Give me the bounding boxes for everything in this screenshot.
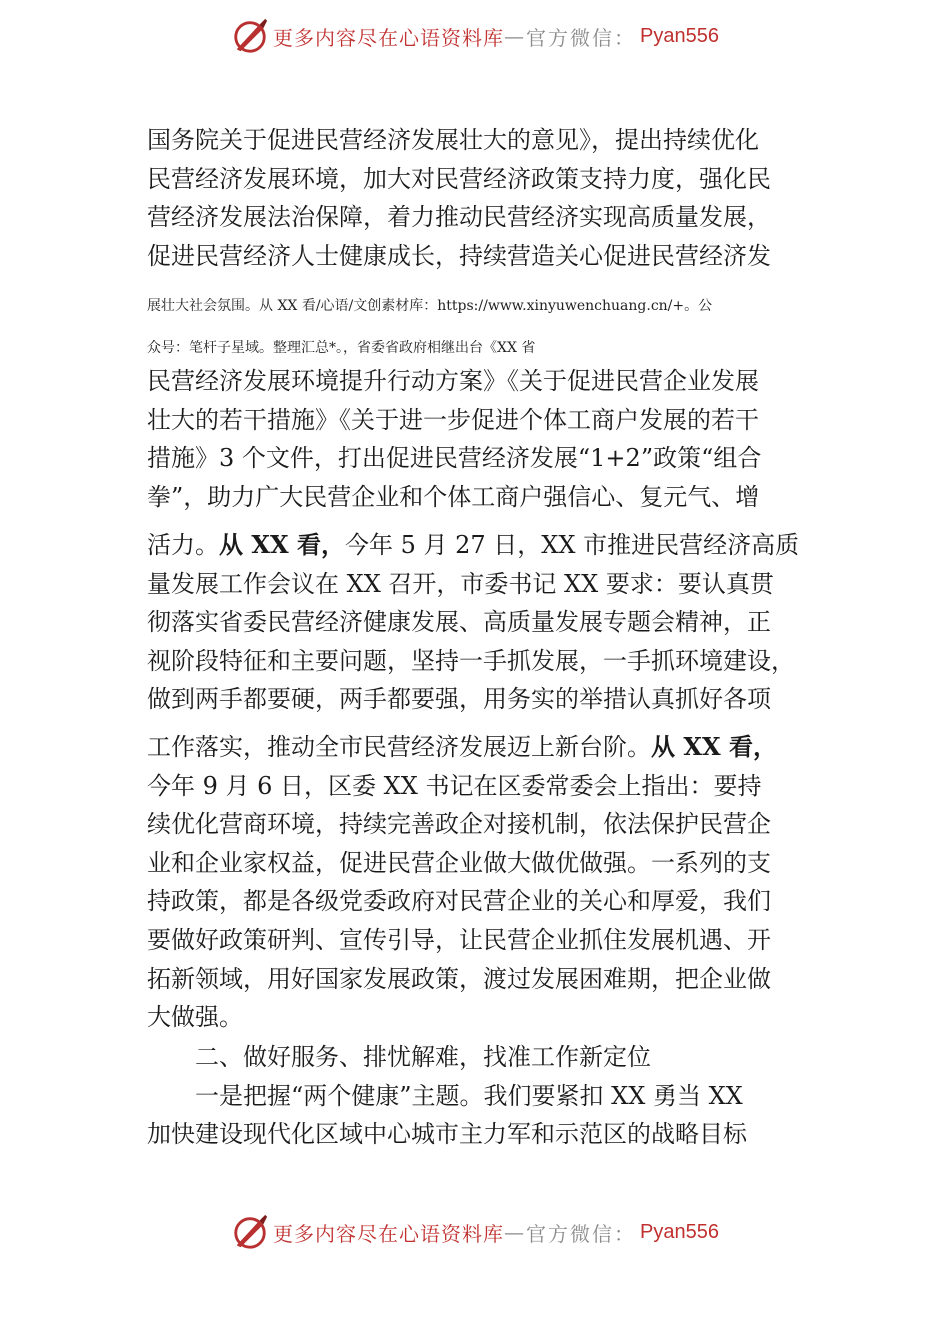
footer-banner	[0, 1210, 950, 1254]
text-segment: 今年 5 月 27 日，XX 市推进民营经济高质	[344, 531, 800, 559]
paragraph-block-3	[147, 526, 815, 719]
paragraph-block-2	[147, 362, 815, 516]
banner-brand: 更多内容尽在心语资料库	[273, 1221, 505, 1246]
text-line: 大做强。	[147, 1003, 243, 1032]
banner-wechat-label: 官方微信：	[526, 25, 637, 50]
paragraph-block-4	[147, 728, 815, 1037]
text-line: 民营经济发展环境，加大对民营经济政策支持力度，强化民	[147, 164, 771, 193]
text-line	[147, 728, 815, 767]
text-line: 国务院关于促进民营经济发展壮大的意见》，提出持续优化	[147, 126, 759, 154]
text-segment: 活力。	[147, 531, 219, 559]
text-line	[147, 526, 815, 565]
text-line: 一是把握“两个健康”主题。我们要紧扣 XX 勇当 XX	[195, 1081, 743, 1110]
text-segment: 工作落实，推动全市民营经济发展迈上新台阶。	[147, 733, 651, 761]
text-line: 民营经济发展环境提升行动方案》《关于促进民营企业发展	[147, 367, 759, 395]
paragraph-block-5	[147, 1038, 815, 1154]
banner-dash: —	[504, 1220, 527, 1244]
text-line: 拓新领域，用好国家发展政策，渡过发展困难期，把企业做	[147, 964, 771, 993]
text-line: 营经济发展法治保障，着力推动民营经济实现高质量发展，	[147, 203, 771, 232]
pen-logo-icon	[231, 1213, 269, 1251]
text-line: 拳”，助力广大民营企业和个体工商户强信心、复元气、增	[147, 482, 760, 511]
banner-wechat-label: 官方微信：	[526, 1221, 637, 1246]
pen-logo-icon	[231, 17, 269, 55]
text-line: 彻落实省委民营经济健康发展、高质量发展专题会精神，正	[147, 608, 771, 637]
paragraph-block-1	[147, 121, 815, 275]
text-line: 壮大的若干措施》《关于进一步促进个体工商户发展的若干	[147, 405, 759, 434]
text-line: 措施》3 个文件，打出促进民营经济发展“1+2”政策“组合	[147, 444, 762, 473]
section-heading: 二、做好服务、排忧解难，找准工作新定位	[195, 1043, 651, 1071]
header-banner	[0, 14, 950, 58]
bold-emphasis: 从 XX 看，	[219, 530, 345, 559]
banner-wechat-id: Pyan556	[640, 24, 719, 47]
banner-dash: —	[504, 24, 527, 48]
text-line: 促进民营经济人士健康成长，持续营造关心促进民营经济发	[147, 241, 771, 270]
inserted-small-line-2: 众号：笔杆子星域。整理汇总*。，省委省政府相继出台《XX 省	[147, 340, 536, 356]
text-line: 今年 9 月 6 日，区委 XX 书记在区委常委会上指出：要持	[147, 771, 762, 800]
text-line: 做到两手都要硬，两手都要强，用务实的举措认真抓好各项	[147, 685, 771, 714]
text-line: 要做好政策研判、宣传引导，让民营企业抓住发展机遇、开	[147, 925, 771, 954]
text-line: 量发展工作会议在 XX 召开，市委书记 XX 要求：要认真贯	[147, 569, 774, 598]
text-line: 持政策，都是各级党委政府对民营企业的关心和厚爱，我们	[147, 887, 771, 916]
text-line: 业和企业家权益，促进民营企业做大做优做强。一系列的支	[147, 848, 771, 877]
bold-emphasis: 从 XX 看，	[651, 732, 777, 761]
text-line: 加快建设现代化区域中心城市主力军和示范区的战略目标	[147, 1120, 747, 1149]
banner-wechat-id: Pyan556	[640, 1220, 719, 1243]
text-line: 续优化营商环境，持续完善政企对接机制，依法保护民营企	[147, 810, 771, 839]
text-line: 视阶段特征和主要问题，坚持一手抓发展，一手抓环境建设，	[147, 646, 795, 675]
inserted-small-line-1: 展壮大社会氛围。从 XX 看/心语/文创素材库：https://www.xinyuwenchuang.cn/+。公	[147, 298, 713, 314]
banner-brand: 更多内容尽在心语资料库	[273, 25, 505, 50]
